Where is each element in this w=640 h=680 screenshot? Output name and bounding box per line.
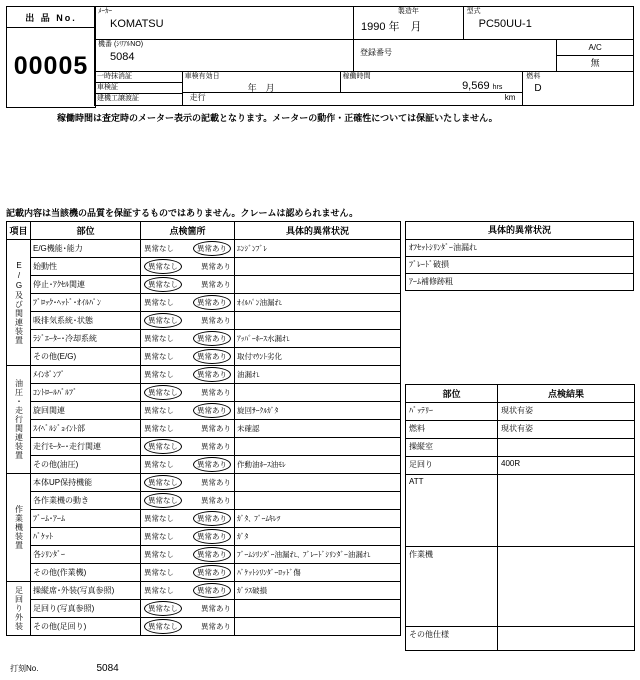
check-abnormality-label: 異常あり (193, 529, 231, 544)
inspection-row (7, 528, 401, 546)
mfg-year-label: 製造年 (397, 8, 419, 15)
abnormal-items (406, 240, 633, 290)
check-no-abnormality-label: 異常なし (144, 352, 174, 361)
check-cell (141, 330, 235, 348)
check-no-abnormality-label: 異常なし (144, 439, 182, 454)
inspection-row (7, 384, 401, 402)
check-no-abnormality-label: 異常なし (144, 460, 174, 469)
condition-text (235, 618, 401, 636)
part-name: 吸排気系統･状態 (31, 312, 141, 330)
ac-cell (557, 40, 633, 71)
condition-text (235, 492, 401, 510)
inspection-row (7, 474, 401, 492)
condition-text: 取付ﾏｳﾝﾄ劣化 (235, 348, 401, 366)
model-cell (464, 7, 633, 39)
result-value (498, 547, 635, 627)
header-part: 部位 (31, 222, 141, 240)
result-row (406, 627, 635, 651)
check-no-abnormality-label: 異常なし (144, 313, 182, 328)
check-abnormality-label: 異常あり (193, 295, 231, 310)
abnormal-summary-box (405, 221, 634, 291)
inspection-row (7, 564, 401, 582)
registration-label: 登録番号 (360, 48, 393, 57)
result-value: 400R (498, 457, 635, 475)
result-value: 現状有姿 (498, 421, 635, 439)
condition-text: ｶﾞﾀ (235, 528, 401, 546)
inspection-row (7, 240, 401, 258)
part-name: 本体UP保持機能 (31, 474, 141, 492)
category-label: 油圧・走行関連装置 (7, 366, 31, 474)
part-name: 各ｼﾘﾝﾀﾞｰ (31, 546, 141, 564)
fuel-cell (523, 72, 633, 105)
result-part: 操縦室 (406, 439, 498, 457)
result-header-result: 点検結果 (498, 385, 635, 403)
check-no-abnormality-label: 異常なし (144, 601, 182, 616)
condition-text: ﾌﾞｰﾑｼﾘﾝﾀﾞｰ油漏れ､ ﾌﾞﾚｰﾄﾞｼﾘﾝﾀﾞｰ油漏れ (235, 546, 401, 564)
part-name: ﾊﾞｹｯﾄ (31, 528, 141, 546)
check-no-abnormality-label: 異常なし (144, 475, 182, 490)
operating-hours-label: 稼働時間 (342, 73, 371, 80)
stamp-no-row (10, 663, 119, 674)
check-no-abnormality-label: 異常なし (144, 568, 174, 577)
check-abnormality-label: 異常あり (193, 583, 231, 598)
part-name: ｺﾝﾄﾛｰﾙﾊﾞﾙﾌﾞ (31, 384, 141, 402)
meter-note: 稼働時間は査定時のメーター表示の記載となります。メーターの動作・正確性については保証いたしません。 (57, 113, 498, 123)
shaken-cert-label: 車検証 (95, 83, 182, 94)
result-part: ﾊﾞｯﾃﾘｰ (406, 403, 498, 421)
mfg-year-cell (354, 7, 464, 39)
mfg-year-value: 1990 年 月 (361, 21, 422, 33)
kenki-transfer-label: 建機工譲渡証 (97, 95, 139, 102)
result-value (498, 475, 635, 547)
part-name: 走行ﾓｰﾀｰ･走行関連 (31, 438, 141, 456)
check-abnormality-label: 異常あり (193, 241, 231, 256)
fuel-value: D (534, 83, 542, 94)
disclaimer-note: 記載内容は当該機の品質を保証するものではありません。クレームは認められません。 (6, 208, 359, 218)
exhibit-no-box (6, 6, 96, 108)
serial-cell (95, 40, 354, 71)
category-label: 足回り外装 (7, 582, 31, 636)
condition-text (235, 312, 401, 330)
check-no-abnormality-label: 異常なし (144, 385, 182, 400)
check-cell (141, 456, 235, 474)
shaken-valid-cell (183, 72, 341, 92)
result-table (405, 384, 635, 651)
inspection-table (6, 221, 401, 636)
check-abnormality-label: 異常あり (201, 478, 231, 487)
check-no-abnormality-label: 異常なし (144, 334, 174, 343)
result-header-row (406, 385, 635, 403)
check-abnormality-label: 異常あり (201, 388, 231, 397)
part-name: ｽｲﾍﾞﾙｼﾞｮｲﾝﾄ部 (31, 420, 141, 438)
check-cell (141, 402, 235, 420)
inspection-row (7, 348, 401, 366)
check-cell (141, 474, 235, 492)
result-part: ATT (406, 475, 498, 547)
travel-unit: km (504, 93, 516, 102)
check-cell (141, 366, 235, 384)
condition-text (235, 276, 401, 294)
check-cell (141, 528, 235, 546)
result-row (406, 475, 635, 547)
check-cell (141, 564, 235, 582)
model-label: 型式 (466, 8, 481, 15)
result-value: 現状有姿 (498, 403, 635, 421)
inspection-row (7, 258, 401, 276)
part-name: その他(足回り) (31, 618, 141, 636)
part-name: ﾌﾞﾛｯｸ･ﾍｯﾄﾞ･ｵｲﾙﾊﾟﾝ (31, 294, 141, 312)
check-abnormality-label: 異常あり (193, 367, 231, 382)
inspection-row (7, 510, 401, 528)
header-item: 項目 (7, 222, 31, 240)
stamp-no-value: 5084 (96, 663, 119, 674)
part-name: 各作業機の動き (31, 492, 141, 510)
exhibit-no-label: 出 品 No. (7, 7, 95, 28)
check-abnormality-label: 異常あり (193, 547, 231, 562)
result-header-part: 部位 (406, 385, 498, 403)
check-cell (141, 582, 235, 600)
result-part: 足回り (406, 457, 498, 475)
result-table-body (406, 403, 635, 651)
check-cell (141, 420, 235, 438)
part-name: 足回り(写真参照) (31, 600, 141, 618)
ac-label: A/C (557, 40, 633, 56)
registration-cell (354, 40, 557, 71)
check-no-abnormality-label: 異常なし (144, 532, 174, 541)
result-value (498, 627, 635, 651)
inspection-row (7, 420, 401, 438)
check-no-abnormality-label: 異常なし (144, 298, 174, 307)
check-cell (141, 312, 235, 330)
check-abnormality-label: 異常あり (201, 442, 231, 451)
machine-info-row-3 (95, 72, 633, 105)
check-cell (141, 492, 235, 510)
maker-cell (95, 7, 354, 39)
inspection-row (7, 618, 401, 636)
check-abnormality-label: 異常あり (201, 622, 231, 631)
inspection-row (7, 600, 401, 618)
fuel-label: 燃料 (526, 73, 541, 80)
category-label: 作業機装置 (7, 474, 31, 582)
stamp-no-label: 打刻No. (10, 664, 39, 673)
check-cell (141, 240, 235, 258)
check-no-abnormality-label: 異常なし (144, 244, 174, 253)
check-abnormality-label: 異常あり (201, 262, 231, 271)
result-row (406, 403, 635, 421)
inspection-row (7, 366, 401, 384)
check-no-abnormality-label: 異常なし (144, 370, 174, 379)
travel-label: 走行 (189, 93, 206, 102)
operating-hours-value (343, 80, 521, 92)
part-name: ﾌﾞｰﾑ･ｱｰﾑ (31, 510, 141, 528)
check-abnormality-label: 異常あり (201, 424, 231, 433)
part-name: その他(油圧) (31, 456, 141, 474)
temp-erasure-label: 一時抹消証 (95, 72, 182, 83)
hours-number: 9,569 (462, 80, 490, 92)
shaken-valid-value: 年 月 (247, 83, 275, 93)
inspection-row (7, 312, 401, 330)
inspection-row (7, 276, 401, 294)
check-cell (141, 294, 235, 312)
check-no-abnormality-label: 異常なし (144, 514, 174, 523)
condition-text: ｶﾞﾀ､ ﾌﾞｰﾑｷﾚﾂ (235, 510, 401, 528)
check-abnormality-label: 異常あり (193, 511, 231, 526)
validity-hours-block (183, 72, 524, 105)
check-abnormality-label: 異常あり (201, 316, 231, 325)
condition-text (235, 258, 401, 276)
check-abnormality-label: 異常あり (201, 280, 231, 289)
condition-text: ｶﾞﾗｽ破損 (235, 582, 401, 600)
condition-text: ｱｯﾊﾟｰﾎｰｽ水漏れ (235, 330, 401, 348)
condition-text (235, 474, 401, 492)
machine-info-row-1 (95, 7, 633, 40)
condition-text (235, 384, 401, 402)
abnormal-item: ｱｰﾑ補修跡粗 (409, 277, 453, 286)
condition-text (235, 600, 401, 618)
check-cell (141, 546, 235, 564)
inspection-row (7, 438, 401, 456)
check-no-abnormality-label: 異常なし (144, 619, 182, 634)
part-name: その他(作業機) (31, 564, 141, 582)
result-row (406, 457, 635, 475)
check-no-abnormality-label: 異常なし (144, 493, 182, 508)
condition-text: ﾊﾞｹｯﾄｼﾘﾝﾀﾞｰﾛｯﾄﾞ傷 (235, 564, 401, 582)
inspection-row (7, 546, 401, 564)
exhibit-no-value: 00005 (13, 52, 89, 80)
result-row (406, 547, 635, 627)
part-name: E/G機能･能力 (31, 240, 141, 258)
inspection-table-body (7, 240, 401, 636)
result-part: その他仕様 (406, 627, 498, 651)
part-name: 旋回関連 (31, 402, 141, 420)
part-name: ﾒｲﾝﾎﾟﾝﾌﾟ (31, 366, 141, 384)
inspection-header-row (7, 222, 401, 240)
check-no-abnormality-label: 異常なし (144, 277, 182, 292)
condition-text: ｵｲﾙﾊﾟﾝ油漏れ (235, 294, 401, 312)
condition-text (235, 438, 401, 456)
result-row (406, 421, 635, 439)
maker-value: KOMATSU (110, 18, 164, 30)
check-abnormality-label: 異常あり (201, 496, 231, 505)
check-cell (141, 276, 235, 294)
check-cell (141, 258, 235, 276)
check-no-abnormality-label: 異常なし (144, 550, 174, 559)
machine-info-row-2 (95, 40, 633, 72)
header-check: 点検箇所 (141, 222, 235, 240)
shaken-valid-label: 車検有効日 (184, 73, 220, 80)
check-abnormality-label: 異常あり (193, 331, 231, 346)
result-part: 作業機 (406, 547, 498, 627)
serial-value: 5084 (110, 51, 135, 63)
inspection-row (7, 402, 401, 420)
check-cell (141, 600, 235, 618)
check-no-abnormality-label: 異常なし (144, 424, 174, 433)
hours-unit: hrs (492, 84, 503, 91)
abnormal-item: ｵﾌｾｯﾄｼﾘﾝﾀﾞｰ油漏れ (406, 240, 633, 257)
result-part: 燃料 (406, 421, 498, 439)
abnormal-item: ﾌﾞﾚｰﾄﾞ破損 (406, 257, 633, 274)
result-value (498, 439, 635, 457)
operating-hours-cell (341, 72, 523, 92)
inspection-row (7, 330, 401, 348)
condition-text: 旋回ｻｰｸﾙｶﾞﾀ (235, 402, 401, 420)
abnormal-summary-title: 具体的異常状況 (406, 222, 633, 240)
category-label: E/G及び関連装置 (7, 240, 31, 366)
part-name: その他(E/G) (31, 348, 141, 366)
condition-text: ｴﾝｼﾞﾝﾌﾞﾚ (235, 240, 401, 258)
check-no-abnormality-label: 異常なし (144, 586, 174, 595)
check-cell (141, 348, 235, 366)
check-cell (141, 510, 235, 528)
inspection-row (7, 492, 401, 510)
inspection-row (7, 294, 401, 312)
check-cell (141, 384, 235, 402)
check-abnormality-label: 異常あり (201, 604, 231, 613)
model-value: PC50UU-1 (478, 18, 532, 30)
ac-value: 無 (590, 58, 600, 68)
part-name: 停止･ｱｸｾﾙ関連 (31, 276, 141, 294)
check-no-abnormality-label: 異常なし (144, 406, 174, 415)
header-condition: 具体的異常状況 (235, 222, 401, 240)
part-name: 操縦席･外装(写真参照) (31, 582, 141, 600)
condition-text: 未確認 (235, 420, 401, 438)
check-cell (141, 618, 235, 636)
serial-label: 機番 (ｼﾘｱﾙNO) (98, 41, 144, 48)
check-abnormality-label: 異常あり (193, 565, 231, 580)
inspection-row (7, 456, 401, 474)
result-row (406, 439, 635, 457)
check-no-abnormality-label: 異常なし (144, 259, 182, 274)
check-abnormality-label: 異常あり (193, 457, 231, 472)
check-abnormality-label: 異常あり (193, 403, 231, 418)
inspection-row (7, 582, 401, 600)
condition-text: 油漏れ (235, 366, 401, 384)
part-name: 始動性 (31, 258, 141, 276)
documents-column (95, 72, 183, 105)
part-name: ﾗｼﾞｴｰﾀｰ･冷却系統 (31, 330, 141, 348)
check-cell (141, 438, 235, 456)
check-abnormality-label: 異常あり (193, 349, 231, 364)
machine-info-table (94, 6, 634, 106)
maker-label: ﾒｰｶｰ (98, 8, 112, 15)
condition-text: 作動油ﾎｰｽ油ﾓﾚ (235, 456, 401, 474)
